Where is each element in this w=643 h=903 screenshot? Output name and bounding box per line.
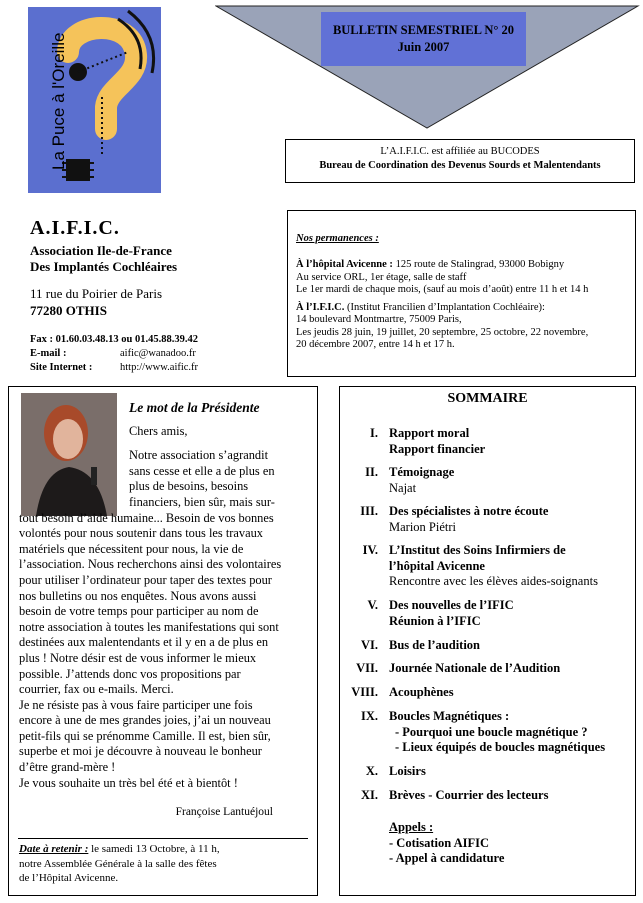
sommaire-line: Rencontre avec les élèves aides-soignants <box>389 574 598 588</box>
date-label: Date à retenir : <box>19 843 89 855</box>
sommaire-line: Acouphènes <box>389 685 454 699</box>
date-text-3: de l’Hôpital Avicenne. <box>19 872 119 884</box>
sommaire-line: - Lieux équipés de boucles magnétiques <box>395 740 606 754</box>
sommaire-line: Des nouvelles de l’IFIC <box>389 598 514 612</box>
sommaire-num: X. <box>365 764 378 778</box>
sommaire-num: II. <box>365 465 378 479</box>
president-line: besoin de votre temps pour participer au nom de <box>19 604 259 619</box>
sommaire-line: Bus de l’audition <box>389 638 481 652</box>
president-line: volontés pour nous soutenir dans tous les travaux <box>19 526 263 541</box>
president-text <box>19 400 311 821</box>
sommaire-title: SOMMAIRE <box>447 391 528 406</box>
appels-item: - Cotisation AIFIC <box>389 835 490 850</box>
date-text-1: le samedi 13 Octobre, à 11 h, <box>88 843 220 855</box>
sommaire-num: V. <box>367 598 378 612</box>
sommaire-entry-9[interactable] <box>389 709 605 756</box>
sommaire-entry-11[interactable] <box>389 788 548 804</box>
president-line: notre association à toutes les manifestations qui sont <box>19 619 279 634</box>
sommaire-line: Brèves - Courrier des lecteurs <box>389 788 549 802</box>
sommaire-line: Rapport financier <box>389 441 486 456</box>
permanences-title: Nos permanences : <box>296 233 379 244</box>
sommaire-entry-3[interactable] <box>389 504 548 535</box>
sommaire-line: l’hôpital Avicenne <box>389 558 485 573</box>
perm-ific-dates-2: 20 décembre 2007, entre 14 h et 17 h. <box>296 339 455 350</box>
bulletin-date: Juin 2007 <box>397 40 450 54</box>
date-text-2: notre Assemblée Générale à la salle des fêtes <box>19 857 217 870</box>
sommaire-line: Rapport moral <box>389 426 470 440</box>
perm-avicenne-title: À l’hôpital Avicenne : <box>296 259 393 270</box>
sommaire-entry-5[interactable] <box>389 598 514 629</box>
perm-avicenne-schedule: Le 1er mardi de chaque mois, (sauf au mois d’août) entre 11 h et 14 h <box>296 284 589 295</box>
affiliation-line1: L’A.I.F.I.C. est affiliée au BUCODES <box>380 146 540 157</box>
sommaire-entry-1[interactable] <box>389 426 485 457</box>
org-subtitle-1: Association Ile-de-France <box>30 243 172 258</box>
president-line: l’association. Nous recherchons ainsi des volontaires <box>19 557 282 572</box>
president-line: sans cesse et elle a de plus en <box>129 463 275 478</box>
president-signature: Françoise Lantuéjoul <box>175 806 273 819</box>
perm-ific-title: À l’I.F.I.C. <box>296 301 345 313</box>
org-email[interactable]: aific@wanadoo.fr <box>120 348 196 359</box>
perm-avicenne-service: Au service ORL, 1er étage, salle de staff <box>296 271 467 283</box>
sommaire-entry-6[interactable] <box>389 638 480 654</box>
org-address-street: 11 rue du Poirier de Paris <box>30 286 163 301</box>
president-line: Notre association s’agrandit <box>129 448 269 463</box>
sommaire-line: Des spécialistes à notre écoute <box>389 504 549 518</box>
org-email-label: E-mail : <box>30 348 67 359</box>
org-name: A.I.F.I.C. <box>30 217 120 239</box>
sommaire-line: Najat <box>389 480 417 495</box>
appels-title: Appels : <box>389 820 434 834</box>
sommaire-line: Marion Piétri <box>389 519 457 534</box>
sommaire-entry-10[interactable] <box>389 764 426 780</box>
sommaire-num: IX. <box>360 709 378 723</box>
president-line: Je vous souhaite un très bel été et à bientôt ! <box>19 775 238 790</box>
perm-ific-dates: Les jeudis 28 juin, 19 juillet, 20 septembre, 25 octobre, 22 novembre, <box>296 326 589 338</box>
sommaire-line: Boucles Magnétiques : <box>389 709 510 723</box>
president-line: plus ! Notre désir est de vous informer le mieux <box>19 650 257 665</box>
president-line: matériels que nécessitent pour nous, la vie de <box>19 541 244 556</box>
affiliation-line2: Bureau de Coordination des Devenus Sourds et Malentendants <box>319 160 601 171</box>
org-address-city: 77280 OTHIS <box>30 303 107 318</box>
president-line: plus de besoins, besoins <box>129 479 249 494</box>
date-to-remember <box>19 842 311 886</box>
sommaire-line: - Pourquoi une boucle magnétique ? <box>395 724 588 739</box>
president-line: possible. J’attends donc vos propositions par <box>19 666 241 681</box>
president-line: nos bulletins ou nos enquêtes. Nous avons aussi <box>19 588 257 603</box>
president-para-intro <box>129 448 311 510</box>
sommaire-entry-4[interactable] <box>389 543 598 590</box>
appels-item: - Appel à candidature <box>389 851 505 865</box>
sommaire-num: VIII. <box>351 685 378 699</box>
date-divider <box>18 838 308 839</box>
org-subtitle-2: Des Implantés Cochléaires <box>30 259 178 274</box>
sommaire-entry-8[interactable] <box>389 685 454 701</box>
perm-avicenne-addr: 125 route de Stalingrad, 93000 Bobigny <box>392 259 565 270</box>
org-site-label: Site Internet : <box>30 362 93 373</box>
sommaire-line: Journée Nationale de l’Audition <box>389 661 561 675</box>
president-para-body <box>19 511 311 792</box>
president-line: encore à une de mes grandes joies, j’ai un nouveau <box>19 713 271 728</box>
perm-ific-addr: 14 boulevard Montmartre, 75009 Paris, <box>296 314 462 325</box>
president-line: tout besoin d’aide humaine... Besoin de vos bonnes <box>19 510 274 525</box>
perm-ific-sub: (Institut Francilien d’Implantation Cochléaire): <box>344 301 545 313</box>
affiliation-box <box>285 139 635 183</box>
sommaire-num: VII. <box>356 661 378 675</box>
sommaire-line: Témoignage <box>389 465 455 479</box>
president-line: petit-fils qui se prénomme Camille. Il est, bien sûr, <box>19 728 271 743</box>
sommaire-line: L’Institut des Soins Infirmiers de <box>389 543 566 557</box>
org-site[interactable]: http://www.aific.fr <box>120 362 199 373</box>
logo-text: La Puce à l'Oreille <box>49 32 68 170</box>
sommaire-line: Réunion à l’IFIC <box>389 613 481 628</box>
sommaire-num: I. <box>370 426 378 440</box>
bulletin-box <box>321 12 526 66</box>
president-line: superbe et moi je découvre à nouveau le bonheur <box>19 744 262 759</box>
president-greeting: Chers amis, <box>129 423 188 438</box>
president-line: courrier, fax ou e-mails. Merci. <box>19 682 174 697</box>
sommaire-num: VI. <box>360 638 378 652</box>
president-line: Je ne résiste pas à vous faire participer une fois <box>19 697 253 712</box>
sommaire-num: XI. <box>360 788 378 802</box>
permanences-box <box>287 210 636 377</box>
president-line: destinées aux malentendants et il y en a de plus en <box>19 635 269 650</box>
sommaire-num: III. <box>360 504 378 518</box>
logo <box>28 7 161 193</box>
sommaire-entry-2[interactable] <box>389 465 454 496</box>
logo-art <box>28 7 161 193</box>
president-line: financiers, bien sûr, mais sur- <box>129 494 275 509</box>
sommaire-appels[interactable] <box>389 820 504 867</box>
org-fax: Fax : 01.60.03.48.13 ou 01.45.88.39.42 <box>30 334 198 345</box>
sommaire-entry-7[interactable] <box>389 661 560 677</box>
sommaire-line: Loisirs <box>389 764 426 778</box>
president-line: d’être grand-mère ! <box>19 760 116 775</box>
sommaire-num: IV. <box>362 543 378 557</box>
president-line: pour utiliser l’ordinateur pour taper des textes pour <box>19 572 272 587</box>
president-title: Le mot de la Présidente <box>129 400 260 415</box>
bulletin-number: BULLETIN SEMESTRIEL N° 20 <box>332 23 515 37</box>
